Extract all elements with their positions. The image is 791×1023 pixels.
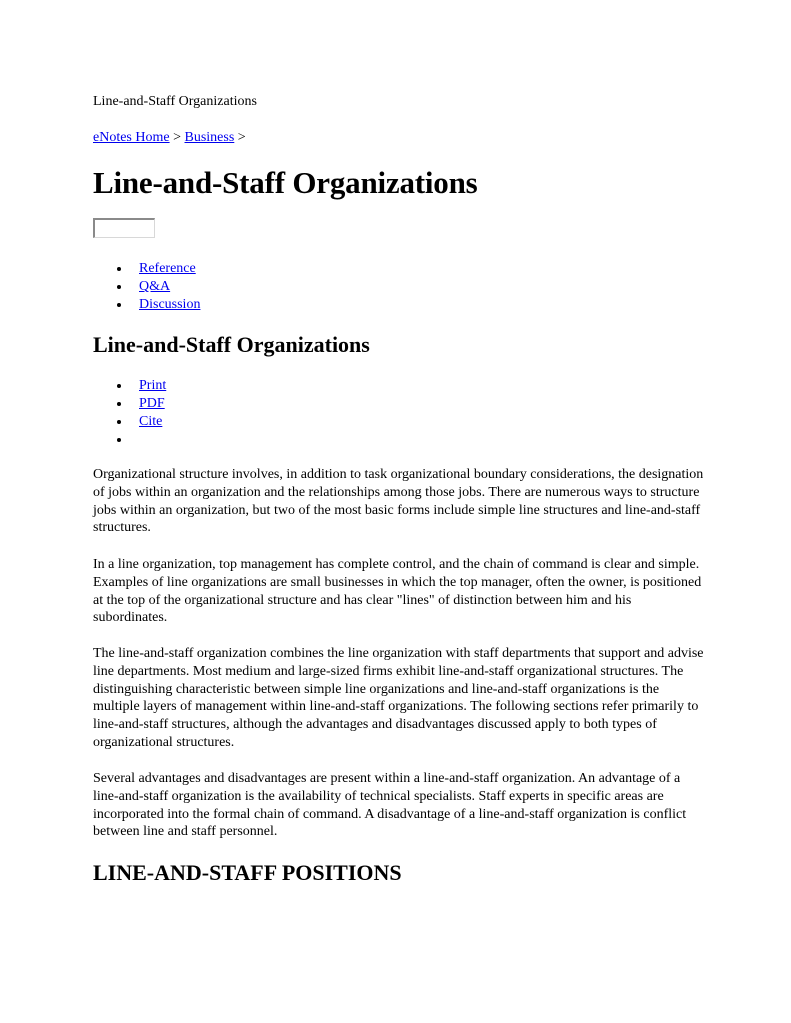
content-tabs [93, 260, 200, 314]
body-paragraph: The line-and-staff organization combines the line organization with staff departments that support and advise line departments. Most medium and large-sized firms exhibit line-and-staff organizational structures. The distinguishing characteristic between simple line organizations and line-and-staff organizations is the multiple layers of management within line-and-staff organizations. The following sections refer primarily to line-and-staff structures, although the advantages and disadvantages discussed apply to both types of organizational structures. [93, 646, 704, 750]
bullet-icon [117, 384, 121, 388]
document-title: Line-and-Staff Organizations [93, 94, 257, 109]
pdf-link[interactable]: PDF [139, 396, 165, 411]
breadcrumb-separator: > [237, 130, 246, 145]
bullet-icon [117, 402, 121, 406]
action-item-cite [93, 413, 166, 431]
breadcrumb [93, 129, 246, 146]
search-input[interactable] [93, 218, 155, 238]
breadcrumb-separator: > [173, 130, 181, 145]
cite-link[interactable]: Cite [139, 414, 163, 429]
section-heading: Line-and-Staff Organizations [93, 332, 370, 357]
breadcrumb-link-business[interactable]: Business [184, 130, 235, 145]
body-paragraph: Organizational structure involves, in addition to task organizational boundary considerations, the designation of jobs within an organization and the relationships among those jobs. There are numerous ways to structure jobs within an organization, but two of the most basic forms include simple line structures and line-and-staff structures. [93, 467, 704, 536]
tab-qa[interactable]: Q&A [139, 279, 171, 294]
bullet-icon [117, 285, 121, 289]
article-actions [93, 377, 166, 449]
action-item-pdf [93, 395, 166, 413]
bullet-icon [117, 420, 121, 424]
body-paragraph: Several advantages and disadvantages are present within a line-and-staff organization. An advantage of a line-and-staff organization is the availability of technical specialists. Staff experts in specific areas are incorporated into the formal chain of command. A disadvantage of a line-and-staff organization is conflict between line and staff personnel. [93, 771, 687, 840]
bullet-icon [117, 303, 121, 307]
tab-item-reference [93, 260, 200, 278]
tab-reference[interactable]: Reference [139, 261, 196, 276]
tab-item-qa [93, 278, 200, 296]
bullet-icon [117, 438, 121, 442]
action-item-empty [93, 431, 166, 449]
tab-item-discussion [93, 296, 200, 314]
breadcrumb-link-home[interactable]: eNotes Home [93, 130, 170, 145]
print-link[interactable]: Print [139, 378, 167, 393]
page-title: Line-and-Staff Organizations [93, 165, 478, 200]
tab-discussion[interactable]: Discussion [139, 297, 201, 312]
body-paragraph: In a line organization, top management has complete control, and the chain of command is clear and simple. Examples of line organizations are small businesses in which the top manager, often the owner, is positioned at the top of the organizational structure and has clear "lines" of distinction between him and his subordinates. [93, 557, 702, 626]
bullet-icon [117, 267, 121, 271]
subsection-heading: LINE-AND-STAFF POSITIONS [93, 860, 402, 885]
action-item-print [93, 377, 166, 395]
